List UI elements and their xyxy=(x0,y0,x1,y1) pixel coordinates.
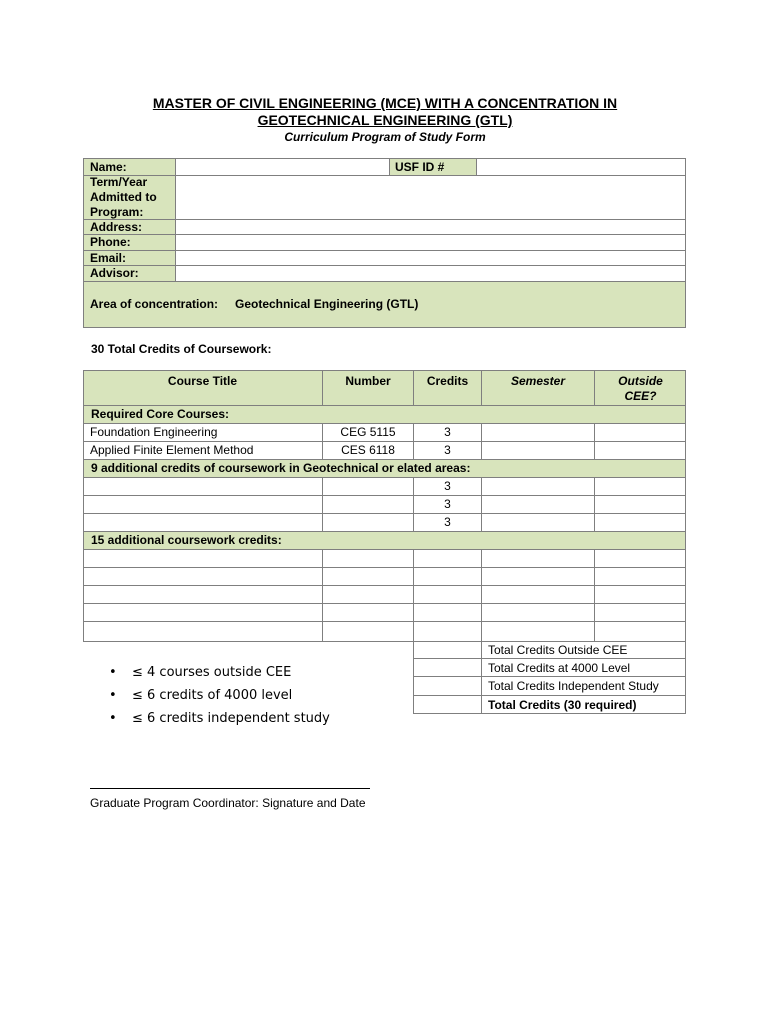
col-line xyxy=(481,641,482,714)
course-number-cell: CES 6118 xyxy=(341,443,395,457)
phone-label: Phone: xyxy=(90,235,131,249)
name-field[interactable] xyxy=(176,159,388,175)
row-line xyxy=(83,567,686,568)
term-year-field[interactable] xyxy=(176,176,685,219)
section-heading-core: Required Core Courses: xyxy=(91,407,230,421)
row-line xyxy=(83,585,686,586)
col-line xyxy=(413,549,414,642)
course-credits-cell: 3 xyxy=(444,497,451,511)
rule-item: ≤ 6 credits of 4000 level xyxy=(132,688,293,703)
total-outside-cee-label: Total Credits Outside CEE xyxy=(488,643,628,657)
rule-bullet-icon: • xyxy=(109,665,117,680)
col-header-credits: Credits xyxy=(426,374,469,388)
row-line xyxy=(83,621,686,622)
row-line xyxy=(83,603,686,604)
col-header-outside-cee: Outside CEE? xyxy=(618,374,663,403)
col-line xyxy=(322,549,323,642)
rule-item: ≤ 6 credits independent study xyxy=(132,711,330,726)
row-line xyxy=(83,441,686,442)
signature-label: Graduate Program Coordinator: Signature and Date xyxy=(90,796,366,810)
row-line xyxy=(83,405,686,406)
row-line xyxy=(83,513,686,514)
email-label: Email: xyxy=(90,251,127,265)
rule-bullet-icon: • xyxy=(109,688,117,703)
col-header-semester: Semester xyxy=(510,374,566,388)
row-line xyxy=(83,495,686,496)
totals-table xyxy=(413,641,686,714)
area-value: Geotechnical Engineering (GTL) xyxy=(235,297,419,311)
col-header-number: Number xyxy=(345,374,391,388)
phone-field[interactable] xyxy=(176,235,685,250)
course-title-cell: Foundation Engineering xyxy=(90,425,218,439)
usf-id-field[interactable] xyxy=(477,159,685,175)
section-heading-additional: 15 additional coursework credits: xyxy=(91,533,282,547)
row-line xyxy=(413,676,686,677)
total-independent-study-label: Total Credits Independent Study xyxy=(488,679,659,693)
rule-bullet-icon: • xyxy=(109,711,117,726)
course-credits-cell: 3 xyxy=(444,443,451,457)
row-line xyxy=(83,549,686,550)
page-title-line2: GEOTECHNICAL ENGINEERING (GTL) xyxy=(257,112,513,128)
col-line xyxy=(594,549,595,642)
total-credits-label: Total Credits (30 required) xyxy=(488,698,637,712)
row-line xyxy=(83,531,686,532)
term-year-label: Term/Year Admitted to Program: xyxy=(90,175,157,219)
col-line xyxy=(481,549,482,642)
col-line xyxy=(594,423,595,459)
address-field[interactable] xyxy=(176,220,685,234)
coursework-heading: 30 Total Credits of Coursework: xyxy=(91,342,272,356)
course-credits-cell: 3 xyxy=(444,479,451,493)
email-field[interactable] xyxy=(176,251,685,265)
row-line xyxy=(413,695,686,696)
col-header-course-title: Course Title xyxy=(167,374,238,388)
student-info-form xyxy=(83,158,686,328)
row-line xyxy=(83,423,686,424)
divider xyxy=(389,158,390,175)
row-line xyxy=(83,459,686,460)
col-line xyxy=(594,477,595,531)
usf-id-label: USF ID # xyxy=(395,160,445,174)
name-label: Name: xyxy=(90,160,127,174)
row-line xyxy=(83,477,686,478)
advisor-field[interactable] xyxy=(176,266,685,281)
col-line xyxy=(322,477,323,531)
row-line xyxy=(413,658,686,659)
course-title-cell: Applied Finite Element Method xyxy=(90,443,254,457)
course-number-cell: CEG 5115 xyxy=(340,425,396,439)
page-title: MASTER OF CIVIL ENGINEERING (MCE) WITH A CONCENTRATION IN xyxy=(152,95,618,111)
advisor-label: Advisor: xyxy=(90,266,139,280)
section-heading-geo: 9 additional credits of coursework in Geotechnical or elated areas: xyxy=(91,461,471,475)
address-label: Address: xyxy=(90,220,143,234)
course-credits-cell: 3 xyxy=(444,515,451,529)
col-line xyxy=(594,370,595,405)
col-line xyxy=(481,477,482,531)
total-4000-level-label: Total Credits at 4000 Level xyxy=(488,661,631,675)
signature-line[interactable] xyxy=(90,788,370,789)
rule-item: ≤ 4 courses outside CEE xyxy=(132,665,292,680)
page-subtitle: Curriculum Program of Study Form xyxy=(284,130,486,144)
course-credits-cell: 3 xyxy=(444,425,451,439)
divider xyxy=(83,281,686,282)
area-label: Area of concentration: xyxy=(90,297,219,311)
col-line xyxy=(481,423,482,459)
course-table xyxy=(83,370,686,642)
